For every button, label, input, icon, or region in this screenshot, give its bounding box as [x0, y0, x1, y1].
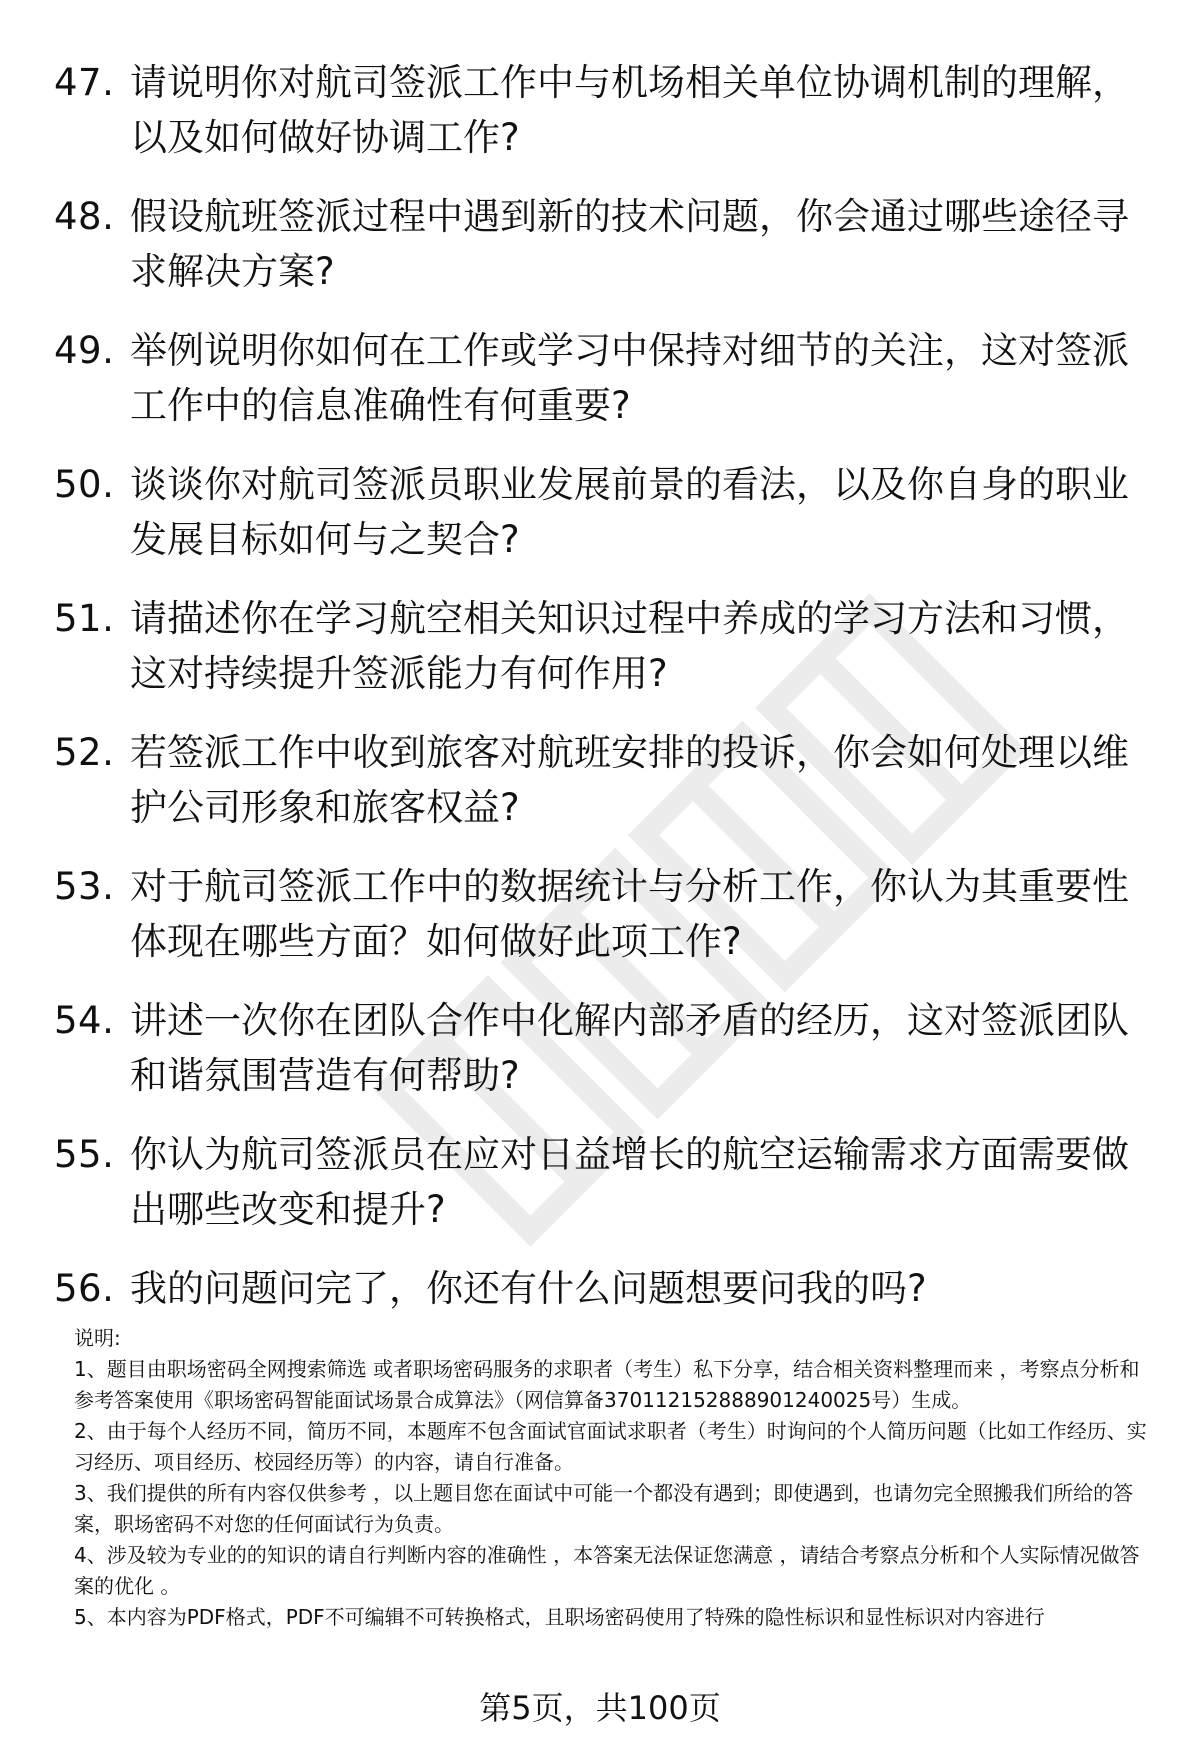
- question-number: 50.: [54, 463, 115, 506]
- question-list: [54, 55, 1154, 1341]
- question-item: [54, 993, 1154, 1127]
- question-number: 51.: [54, 597, 115, 640]
- question-number: 56.: [54, 1267, 115, 1310]
- question-item: [54, 189, 1154, 323]
- question-number: 55.: [54, 1133, 115, 1176]
- question-text: 请说明你对航司签派工作中与机场相关单位协调机制的理解，以及如何做好协调工作?: [130, 61, 1129, 159]
- question-text: 假设航班签派过程中遇到新的技术问题，你会通过哪些途径寻求解决方案?: [130, 195, 1129, 293]
- question-number: 52.: [54, 731, 115, 774]
- page-number: 第5页，共100页: [479, 1689, 721, 1727]
- question-number: 49.: [54, 329, 115, 372]
- question-item: [54, 591, 1154, 725]
- question-text: 对于航司签派工作中的数据统计与分析工作，你认为其重要性体现在哪些方面？如何做好此项工作?: [130, 865, 1129, 963]
- question-text: 请描述你在学习航空相关知识过程中养成的学习方法和习惯，这对持续提升签派能力有何作用?: [130, 597, 1129, 695]
- question-item: [54, 859, 1154, 993]
- question-number: 48.: [54, 195, 115, 238]
- note-item: 5、本内容为PDF格式，PDF不可编辑不可转换格式，且职场密码使用了特殊的隐性标识和显性标识对内容进行: [74, 1605, 1045, 1629]
- question-text: 我的问题问完了，你还有什么问题想要问我的吗?: [130, 1267, 927, 1310]
- question-text: 若签派工作中收到旅客对航班安排的投诉，你会如何处理以维护公司形象和旅客权益?: [130, 731, 1129, 829]
- question-item: [54, 1127, 1154, 1261]
- question-number: 54.: [54, 999, 115, 1042]
- question-item: [54, 457, 1154, 591]
- question-text: 举例说明你如何在工作或学习中保持对细节的关注，这对签派工作中的信息准确性有何重要?: [130, 329, 1129, 427]
- question-number: 47.: [54, 61, 115, 104]
- question-text: 你认为航司签派员在应对日益增长的航空运输需求方面需要做出哪些改变和提升?: [130, 1133, 1129, 1231]
- note-item: 2、由于每个人经历不同，简历不同，本题库不包含面试官面试求职者（考生）时询问的个人简历问题（比如工作经历、实习经历、项目经历、校园经历等）的内容，请自行准备。: [74, 1419, 1147, 1474]
- question-text: 讲述一次你在团队合作中化解内部矛盾的经历，这对签派团队和谐氛围营造有何帮助?: [130, 999, 1129, 1097]
- note-item: 1、题目由职场密码全网搜索筛选 或者职场密码服务的求职者（考生）私下分享，结合相关资料整理而来 ，考察点分析和参考答案使用《职场密码智能面试场景合成算法》（网信算备370112152888901240025号）生成。: [74, 1357, 1140, 1412]
- question-number: 53.: [54, 865, 115, 908]
- note-item: 3、我们提供的所有内容仅供参考 ，以上题目您在面试中可能一个都没有遇到；即使遇到，也请勿完全照搬我们所给的答案，职场密码不对您的任何面试行为负责。: [74, 1481, 1134, 1536]
- notes-heading: 说明:: [74, 1326, 121, 1350]
- question-item: [54, 725, 1154, 859]
- notes-section: [74, 1323, 1150, 1633]
- question-text: 谈谈你对航司签派员职业发展前景的看法，以及你自身的职业发展目标如何与之契合?: [130, 463, 1129, 561]
- note-item: 4、涉及较为专业的的知识的请自行判断内容的准确性 ，本答案无法保证您满意 ，请结合考察点分析和个人实际情况做答案的优化 。: [74, 1543, 1140, 1598]
- question-item: [54, 55, 1154, 189]
- question-item: [54, 323, 1154, 457]
